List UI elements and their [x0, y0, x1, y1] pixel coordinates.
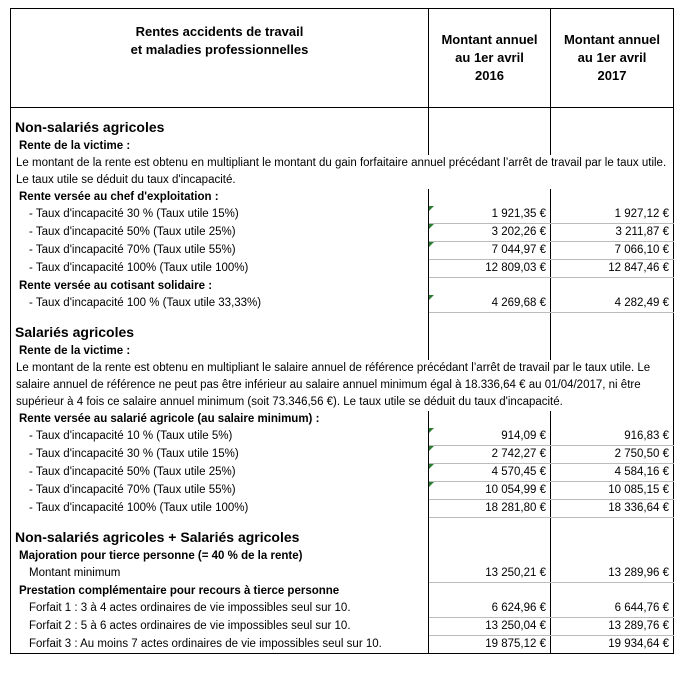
row-label: - Taux d'incapacité 70% (Taux utile 55%) [11, 482, 429, 500]
value-2016: 4 269,68 € [429, 295, 551, 313]
header-2017-line1: Montant annuel [563, 32, 661, 47]
row-label: Montant minimum [11, 565, 429, 583]
table-row [11, 260, 674, 278]
table-row [11, 464, 674, 482]
value-2017: 916,83 € [551, 428, 674, 446]
value-2017: 12 847,46 € [551, 260, 674, 278]
subsection-row [11, 138, 674, 155]
table-row [11, 482, 674, 500]
subsection-row [11, 583, 674, 601]
value-2017: 7 066,10 € [551, 242, 674, 260]
table-row [11, 446, 674, 464]
description-text: Le montant de la rente est obtenu en multipliant le salaire annuel de référence précédant l’arrêt de travail par le taux utile. Le salaire annuel de référence ne peut pas être inférieur au salaire annuel minimum égal à 18.336,64 € au 01/04/2017, ni être supérieur à 4 fois ce salaire annuel minimum (soit 73.346,56 €). Le taux utile se déduit du taux d'incapacité. [11, 360, 674, 411]
value-2016: 13 250,21 € [429, 565, 551, 583]
value-2017: 2 750,50 € [551, 446, 674, 464]
section-title: Non-salariés agricoles + Salariés agricoles [11, 526, 429, 548]
description-row [11, 360, 674, 411]
header-2017-line2: au 1er avril [577, 50, 647, 65]
table-row [11, 206, 674, 224]
row-label: - Taux d'incapacité 10 % (Taux utile 5%) [11, 428, 429, 446]
row-label: Forfait 1 : 3 à 4 actes ordinaires de vie impossibles seul sur 10. [11, 600, 429, 618]
subsection-title: Majoration pour tierce personne (= 40 % de la rente) [11, 548, 429, 565]
subsection-row [11, 343, 674, 360]
subsection-title: Rente versée au salarié agricole (au salaire minimum) : [11, 411, 429, 428]
value-2017: 4 584,16 € [551, 464, 674, 482]
row-label: - Taux d'incapacité 100 % (Taux utile 33,33%) [11, 295, 429, 313]
subsection-title: Prestation complémentaire pour recours à tierce personne [11, 583, 429, 601]
subsection-row [11, 548, 674, 565]
row-label: - Taux d'incapacité 50% (Taux utile 25%) [11, 224, 429, 242]
subsection-row [11, 411, 674, 428]
header-2016-year: 2016 [475, 68, 504, 83]
header-label-line2: et maladies professionnelles [130, 42, 309, 57]
value-2017: 3 211,87 € [551, 224, 674, 242]
table-row [11, 618, 674, 636]
value-2016: 4 570,45 € [429, 464, 551, 482]
value-2017: 18 336,64 € [551, 500, 674, 518]
section-title-row [11, 321, 674, 343]
value-2017: 13 289,76 € [551, 618, 674, 636]
header-2017-year: 2017 [597, 68, 627, 83]
row-label: - Taux d'incapacité 30 % (Taux utile 15%) [11, 446, 429, 464]
value-2017: 10 085,15 € [551, 482, 674, 500]
description-text: Le montant de la rente est obtenu en multipliant le montant du gain forfaitaire annuel précédant l’arrêt de travail par le taux utile. Le taux utile se déduit du taux d'incapacité. [11, 155, 674, 189]
table-row [11, 500, 674, 518]
description-row [11, 155, 674, 189]
value-2016: 2 742,27 € [429, 446, 551, 464]
section-title-row [11, 116, 674, 138]
subsection-title: Rente de la victime : [11, 138, 429, 155]
section-title: Non-salariés agricoles [11, 116, 429, 138]
header-2016-line2: au 1er avril [455, 50, 524, 65]
row-label: - Taux d'incapacité 100% (Taux utile 100%) [11, 500, 429, 518]
header-2017 [551, 9, 674, 108]
value-2016: 19 875,12 € [429, 636, 551, 654]
value-2016: 914,09 € [429, 428, 551, 446]
value-2017: 13 289,96 € [551, 565, 674, 583]
value-2016: 12 809,03 € [429, 260, 551, 278]
rentes-table [10, 8, 674, 654]
value-2016: 3 202,26 € [429, 224, 551, 242]
value-2016: 10 054,99 € [429, 482, 551, 500]
value-2016: 18 281,80 € [429, 500, 551, 518]
header-2016-line1: Montant annuel [441, 32, 538, 47]
subsection-row [11, 189, 674, 206]
value-2017: 4 282,49 € [551, 295, 674, 313]
subsection-row [11, 278, 674, 296]
subsection-title: Rente de la victime : [11, 343, 429, 360]
value-2017: 19 934,64 € [551, 636, 674, 654]
table-row [11, 224, 674, 242]
value-2016: 7 044,97 € [429, 242, 551, 260]
header-row [11, 9, 674, 108]
value-2017: 6 644,76 € [551, 600, 674, 618]
row-label: - Taux d'incapacité 70% (Taux utile 55%) [11, 242, 429, 260]
row-label: - Taux d'incapacité 50% (Taux utile 25%) [11, 464, 429, 482]
header-label [11, 9, 429, 108]
row-label: Forfait 3 : Au moins 7 actes ordinaires de vie impossibles seul sur 10. [11, 636, 429, 654]
table-row [11, 636, 674, 654]
row-label: Forfait 2 : 5 à 6 actes ordinaires de vie impossibles seul sur 10. [11, 618, 429, 636]
rentes-table-container [10, 8, 673, 654]
row-label: - Taux d'incapacité 100% (Taux utile 100%) [11, 260, 429, 278]
table-row [11, 565, 674, 583]
section-title-row [11, 526, 674, 548]
section-title: Salariés agricoles [11, 321, 429, 343]
subsection-title: Rente versée au chef d'exploitation : [11, 189, 429, 206]
table-row [11, 428, 674, 446]
table-row [11, 242, 674, 260]
value-2016: 13 250,04 € [429, 618, 551, 636]
value-2016: 6 624,96 € [429, 600, 551, 618]
subsection-title: Rente versée au cotisant solidaire : [11, 278, 429, 296]
row-label: - Taux d'incapacité 30 % (Taux utile 15%) [11, 206, 429, 224]
value-2017: 1 927,12 € [551, 206, 674, 224]
header-2016 [429, 9, 551, 108]
value-2016: 1 921,35 € [429, 206, 551, 224]
table-row [11, 295, 674, 313]
table-row [11, 600, 674, 618]
header-label-line1: Rentes accidents de travail [135, 24, 304, 39]
